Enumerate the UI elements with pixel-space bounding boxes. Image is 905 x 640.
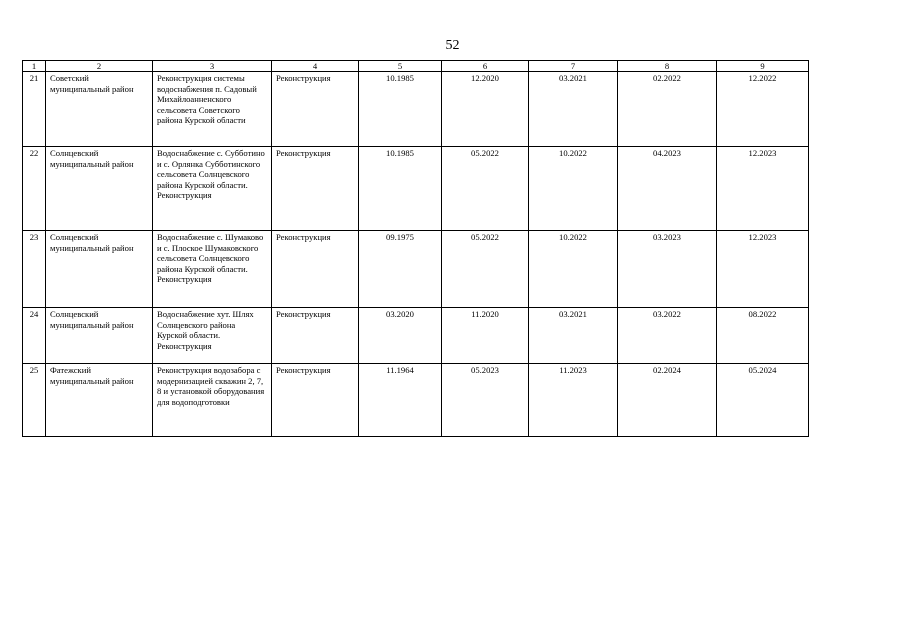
date-cell-col6: 11.2020 <box>442 308 529 364</box>
date-cell-col7: 03.2021 <box>529 72 618 147</box>
date-cell-col8: 02.2022 <box>618 72 717 147</box>
date-cell-col7: 11.2023 <box>529 364 618 437</box>
date-cell-col8: 03.2023 <box>618 231 717 308</box>
date-cell-col5: 10.1985 <box>359 72 442 147</box>
object-name-cell: Реконструкция водозабора с модернизацией скважин 2, 7, 8 и установкой оборудования для водоподготовки <box>153 364 272 437</box>
row-number-cell: 25 <box>23 364 46 437</box>
work-type-cell: Реконструкция <box>272 308 359 364</box>
district-cell: Советский муниципальный район <box>46 72 153 147</box>
column-header: 9 <box>717 61 809 72</box>
column-header: 5 <box>359 61 442 72</box>
district-cell: Солнцевский муниципальный район <box>46 147 153 231</box>
column-header: 4 <box>272 61 359 72</box>
date-cell-col9: 08.2022 <box>717 308 809 364</box>
date-cell-col7: 03.2021 <box>529 308 618 364</box>
date-cell-col6: 05.2022 <box>442 147 529 231</box>
work-type-cell: Реконструкция <box>272 231 359 308</box>
date-cell-col5: 03.2020 <box>359 308 442 364</box>
date-cell-col8: 04.2023 <box>618 147 717 231</box>
date-cell-col9: 05.2024 <box>717 364 809 437</box>
date-cell-col6: 05.2022 <box>442 231 529 308</box>
object-name-cell: Водоснабжение с. Шумаково и с. Плоское Шумаковского сельсовета Солнцевского района Курской области. Реконструкция <box>153 231 272 308</box>
column-header: 1 <box>23 61 46 72</box>
table-row <box>23 231 809 308</box>
column-header: 8 <box>618 61 717 72</box>
object-name-cell: Реконструкция системы водоснабжения п. Садовый Михайлоанненского сельсовета Советского района Курской области <box>153 72 272 147</box>
object-name-cell: Водоснабжение хут. Шлях Солнцевского района Курской области. Реконструкция <box>153 308 272 364</box>
district-cell: Солнцевский муниципальный район <box>46 231 153 308</box>
district-cell: Солнцевский муниципальный район <box>46 308 153 364</box>
date-cell-col6: 12.2020 <box>442 72 529 147</box>
work-type-cell: Реконструкция <box>272 147 359 231</box>
page-number: 52 <box>445 38 460 53</box>
reconstruction-schedule-table <box>22 60 809 437</box>
row-number-cell: 24 <box>23 308 46 364</box>
date-cell-col5: 09.1975 <box>359 231 442 308</box>
table-row <box>23 72 809 147</box>
date-cell-col9: 12.2023 <box>717 231 809 308</box>
district-cell: Фатежский муниципальный район <box>46 364 153 437</box>
column-header: 2 <box>46 61 153 72</box>
date-cell-col5: 11.1964 <box>359 364 442 437</box>
date-cell-col7: 10.2022 <box>529 231 618 308</box>
work-type-cell: Реконструкция <box>272 72 359 147</box>
table-row <box>23 147 809 231</box>
work-type-cell: Реконструкция <box>272 364 359 437</box>
column-header: 7 <box>529 61 618 72</box>
date-cell-col8: 03.2022 <box>618 308 717 364</box>
table-row <box>23 308 809 364</box>
column-header: 3 <box>153 61 272 72</box>
row-number-cell: 22 <box>23 147 46 231</box>
date-cell-col9: 12.2023 <box>717 147 809 231</box>
table-row <box>23 364 809 437</box>
column-number-row <box>23 61 809 72</box>
date-cell-col5: 10.1985 <box>359 147 442 231</box>
date-cell-col6: 05.2023 <box>442 364 529 437</box>
date-cell-col7: 10.2022 <box>529 147 618 231</box>
row-number-cell: 23 <box>23 231 46 308</box>
object-name-cell: Водоснабжение с. Субботино и с. Орлянка Субботинского сельсовета Солнцевского района Курской области. Реконструкция <box>153 147 272 231</box>
date-cell-col8: 02.2024 <box>618 364 717 437</box>
date-cell-col9: 12.2022 <box>717 72 809 147</box>
column-header: 6 <box>442 61 529 72</box>
row-number-cell: 21 <box>23 72 46 147</box>
